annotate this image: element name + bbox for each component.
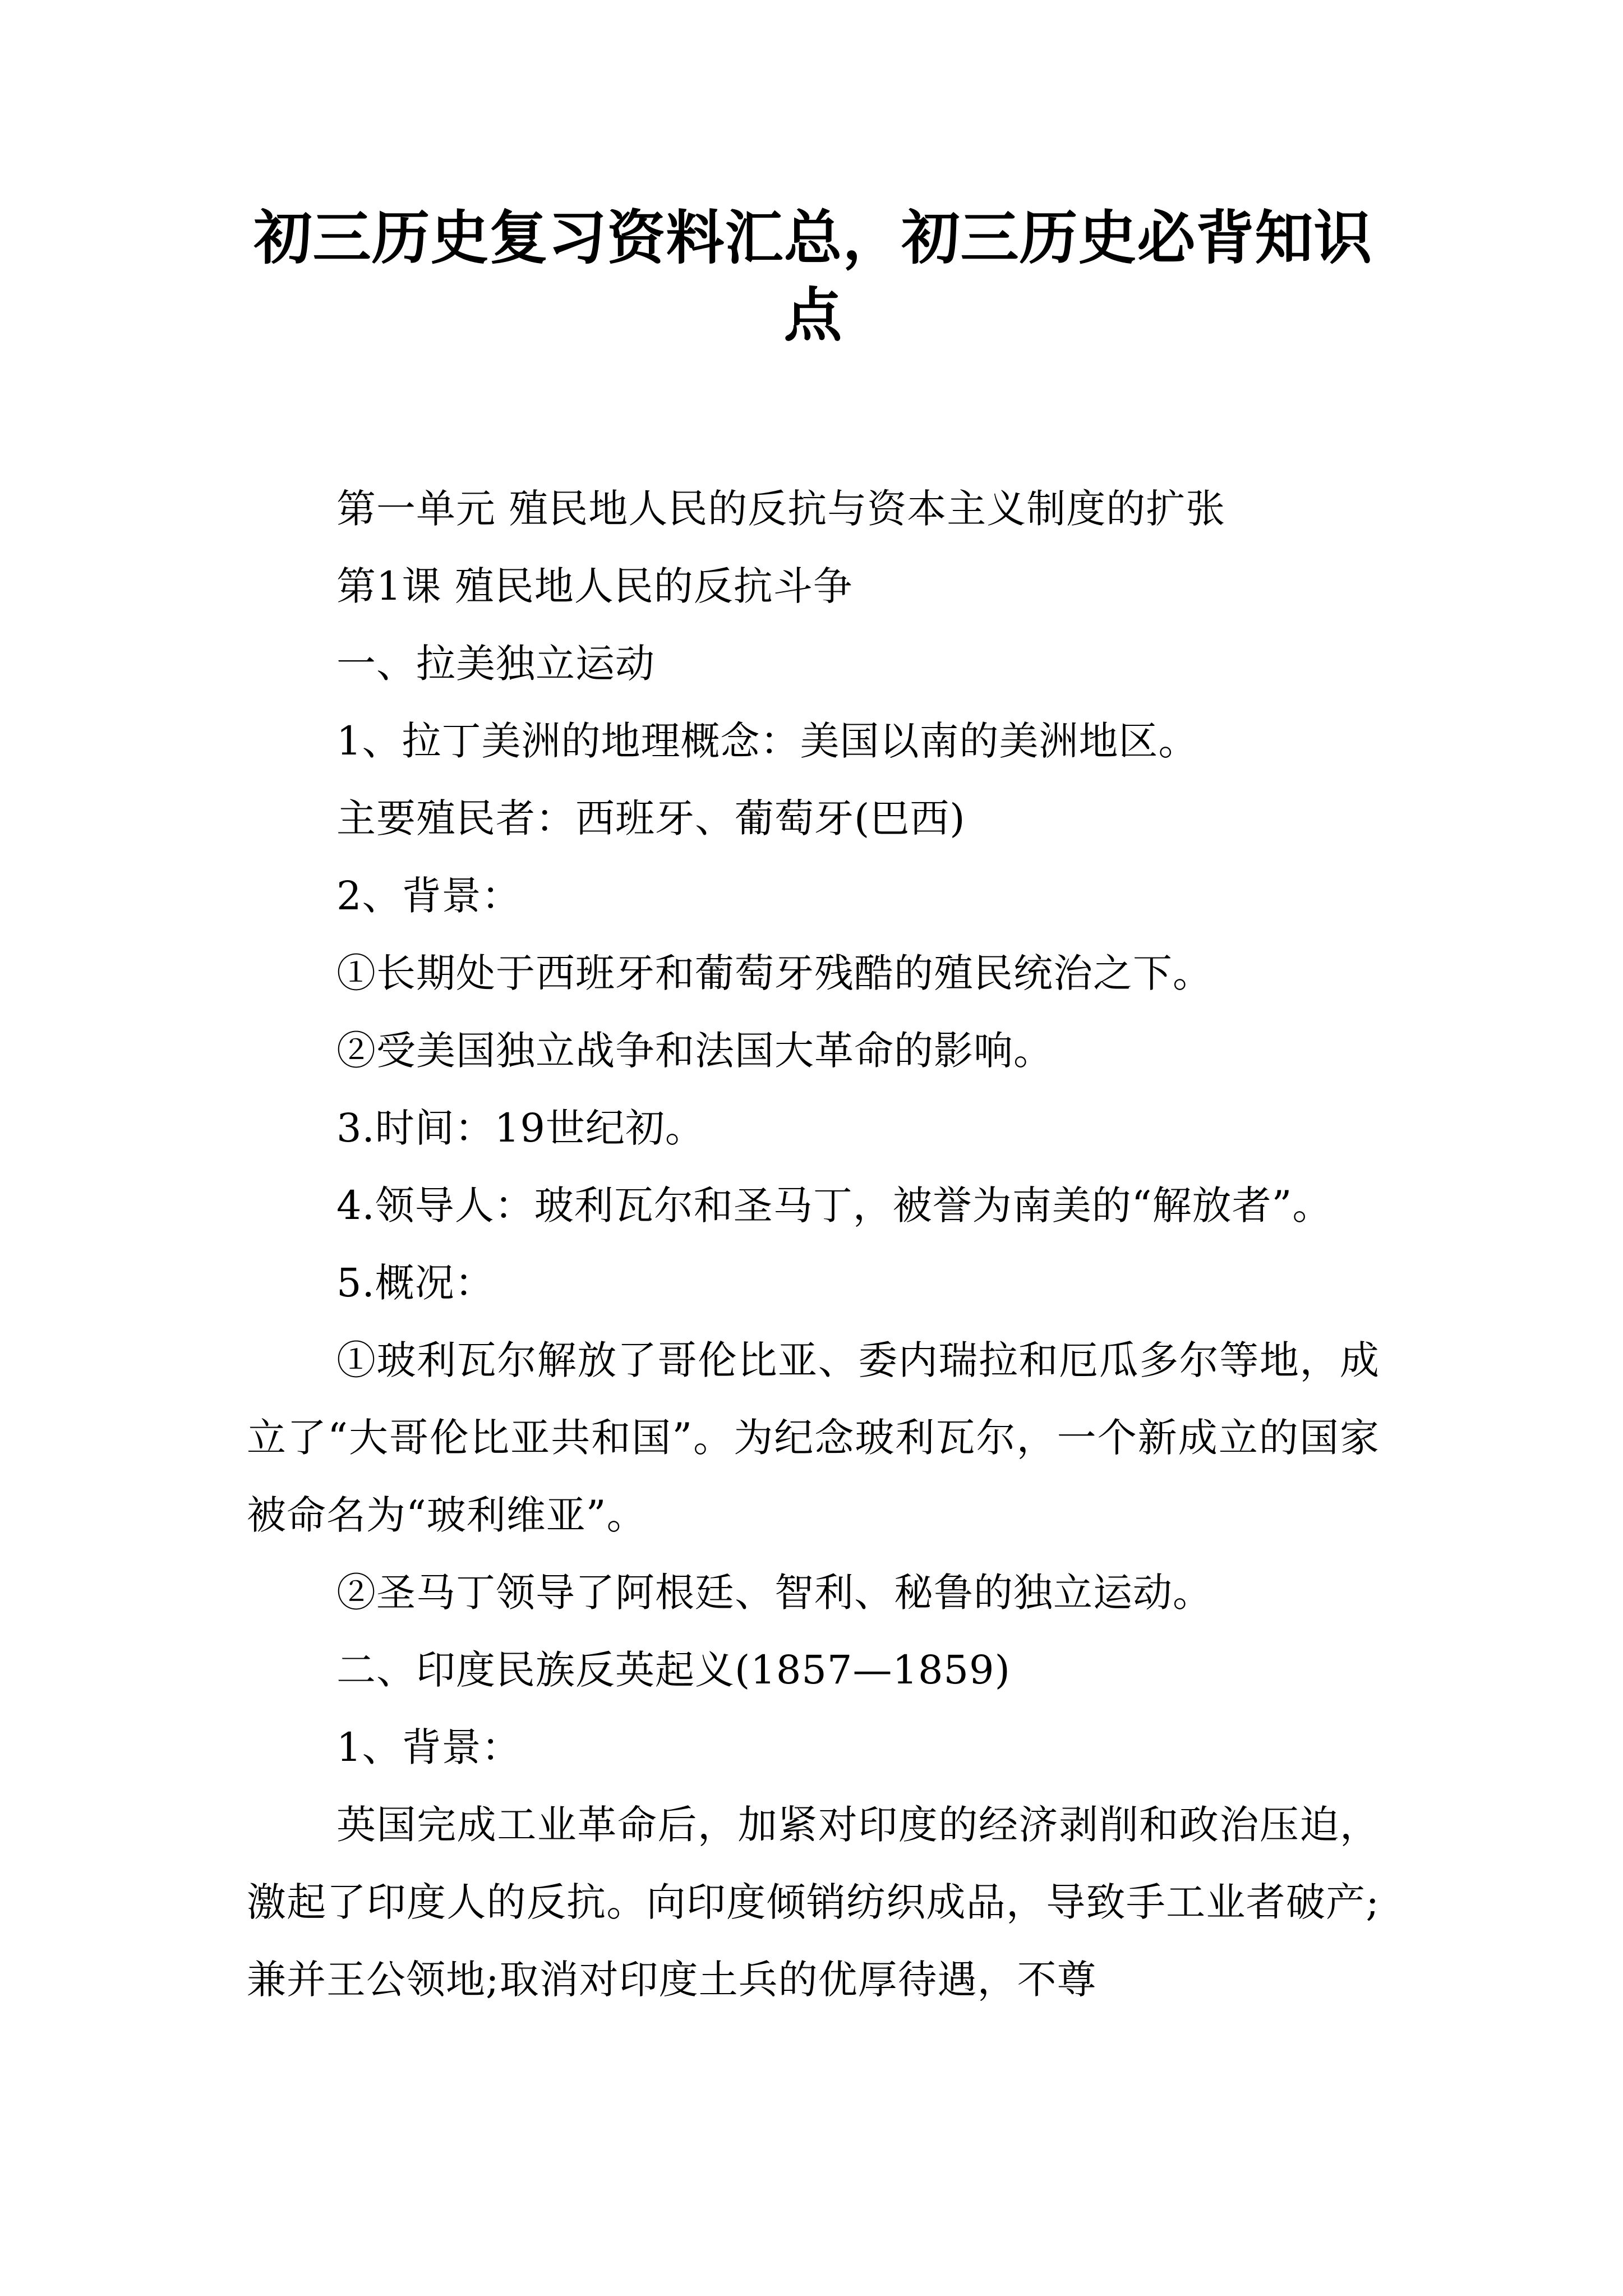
- paragraph: 3.时间：19世纪初。: [336, 1105, 705, 1151]
- paragraph-section-heading: 一、拉美独立运动: [336, 641, 655, 687]
- paragraph: 2、背景：: [336, 873, 522, 919]
- paragraph-lesson-heading: 第1课 殖民地人民的反抗斗争: [336, 563, 853, 609]
- paragraph: 英国完成工业革命后，加紧对印度的经济剥削和政治压迫，激起了印度人的反抗。向印度倾销纺织成品，导致手工业者破产;兼并王公领地;取消对印度土兵的优厚待遇，不尊: [247, 1802, 1380, 2003]
- paragraph: ②圣马丁领导了阿根廷、智利、秘鲁的独立运动。: [336, 1570, 1212, 1616]
- paragraph: 4.领导人：玻利瓦尔和圣马丁，被誉为南美的“解放者”。: [336, 1182, 1332, 1228]
- paragraph: 1、背景：: [336, 1724, 522, 1770]
- document-title: 初三历史复习资料汇总，初三历史必背知识点: [253, 203, 1373, 349]
- paragraph: ①玻利瓦尔解放了哥伦比亚、委内瑞拉和厄瓜多尔等地，成立了“大哥伦比亚共和国”。为纪念玻利瓦尔，一个新成立的国家被命名为“玻利维亚”。: [247, 1337, 1380, 1538]
- paragraph-section-heading: 二、印度民族反英起义(1857—1859): [336, 1647, 1011, 1693]
- paragraph: ②受美国独立战争和法国大革命的影响。: [336, 1028, 1053, 1074]
- paragraph-unit-heading: 第一单元 殖民地人民的反抗与资本主义制度的扩张: [336, 486, 1226, 532]
- paragraph: ①长期处于西班牙和葡萄牙残酷的殖民统治之下。: [336, 950, 1212, 996]
- paragraph: 1、拉丁美洲的地理概念：美国以南的美洲地区。: [336, 718, 1198, 764]
- paragraph: 5.概况：: [336, 1260, 495, 1306]
- paragraph: 主要殖民者：西班牙、葡萄牙(巴西): [336, 795, 966, 841]
- document-body: [247, 470, 1380, 2018]
